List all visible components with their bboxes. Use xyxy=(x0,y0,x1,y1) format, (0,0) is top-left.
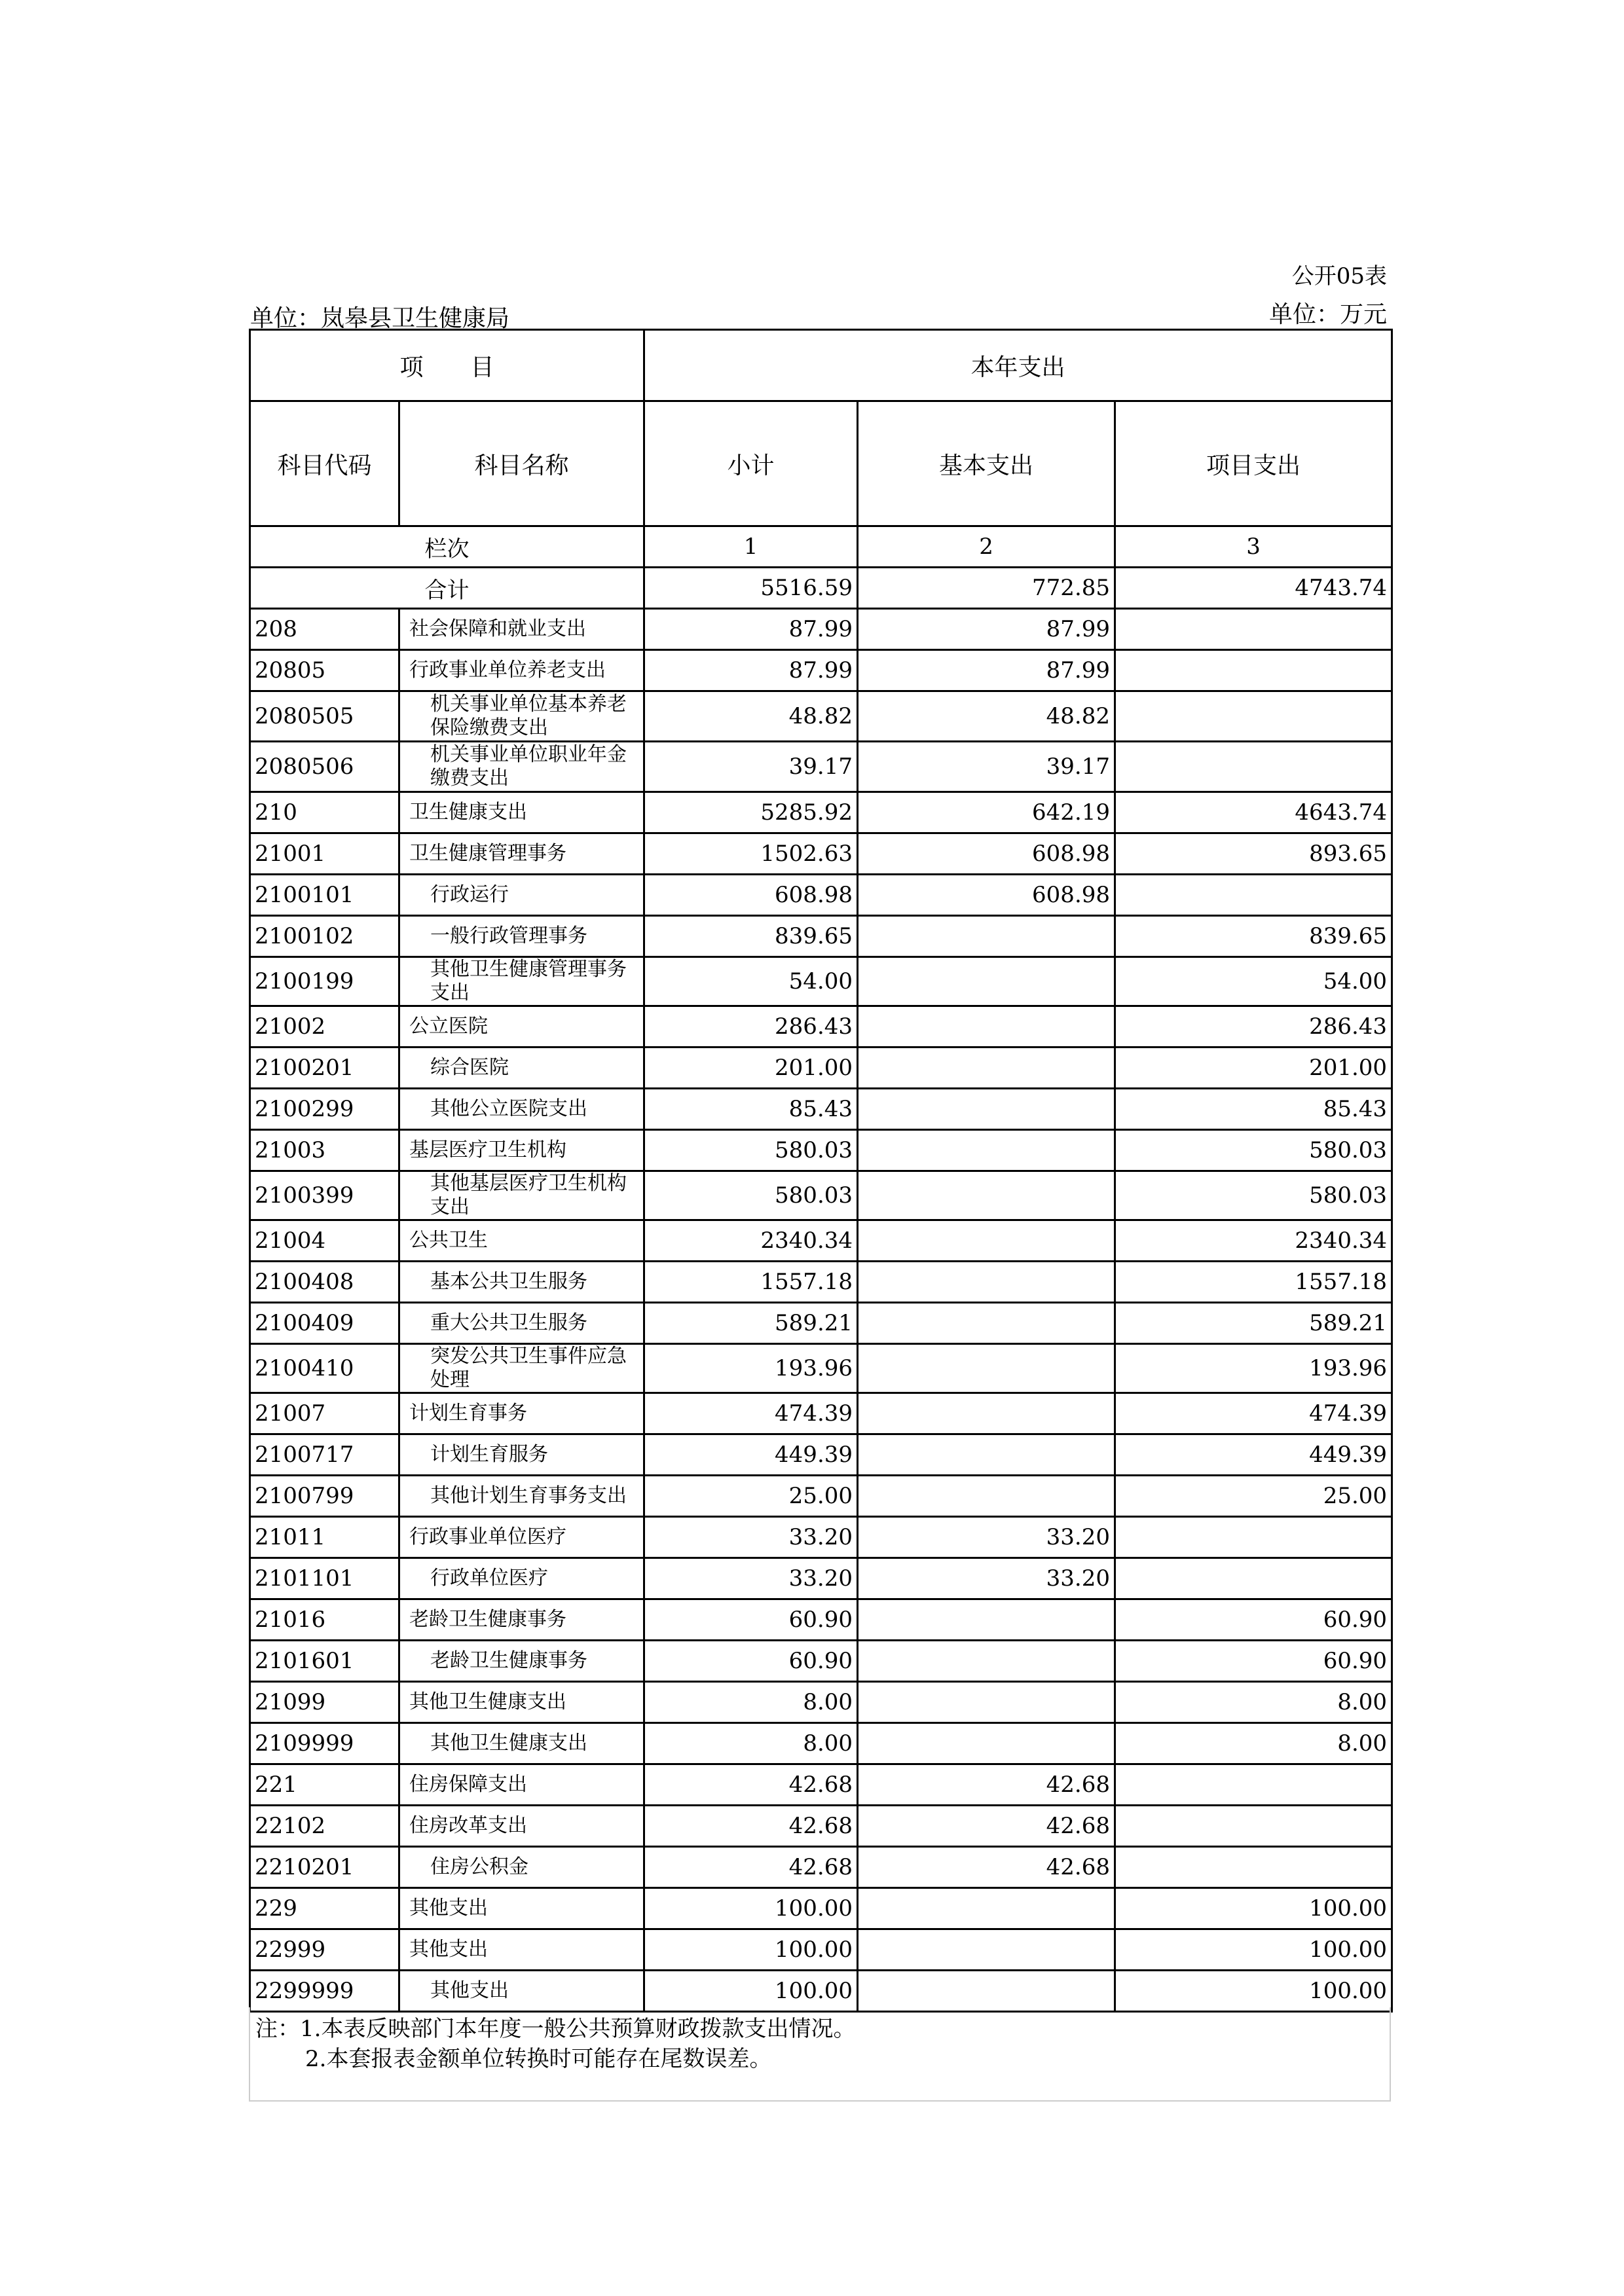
table-row xyxy=(250,1130,1392,1171)
row-project: 589.21 xyxy=(1115,1303,1392,1344)
row-basic: 42.68 xyxy=(858,1806,1115,1847)
row-project: 60.90 xyxy=(1115,1599,1392,1641)
row-project xyxy=(1115,1764,1392,1806)
row-basic xyxy=(858,1303,1115,1344)
table-row xyxy=(250,1599,1392,1641)
row-code: 21099 xyxy=(250,1682,399,1723)
row-basic: 33.20 xyxy=(858,1517,1115,1558)
row-subtotal: 286.43 xyxy=(644,1006,858,1048)
row-subtotal: 100.00 xyxy=(644,1971,858,2012)
column-index-3: 3 xyxy=(1115,526,1392,568)
row-subtotal: 42.68 xyxy=(644,1764,858,1806)
row-subtotal: 42.68 xyxy=(644,1806,858,1847)
row-code: 20805 xyxy=(250,650,399,691)
table-row xyxy=(250,1723,1392,1764)
header-name: 科目名称 xyxy=(399,401,644,526)
row-subtotal: 589.21 xyxy=(644,1303,858,1344)
row-code: 2100408 xyxy=(250,1262,399,1303)
row-basic: 48.82 xyxy=(858,691,1115,742)
row-code: 2100410 xyxy=(250,1344,399,1393)
row-subtotal: 201.00 xyxy=(644,1048,858,1089)
row-name: 综合医院 xyxy=(399,1048,644,1089)
row-basic xyxy=(858,1929,1115,1971)
row-code: 21002 xyxy=(250,1006,399,1048)
row-name: 老龄卫生健康事务 xyxy=(399,1641,644,1682)
row-code: 210 xyxy=(250,792,399,833)
row-subtotal: 87.99 xyxy=(644,609,858,650)
row-basic xyxy=(858,1048,1115,1089)
row-basic: 42.68 xyxy=(858,1847,1115,1888)
row-subtotal: 580.03 xyxy=(644,1130,858,1171)
row-subtotal: 60.90 xyxy=(644,1641,858,1682)
table-row xyxy=(250,609,1392,650)
row-project: 8.00 xyxy=(1115,1682,1392,1723)
header-code: 科目代码 xyxy=(250,401,399,526)
row-code: 21004 xyxy=(250,1220,399,1262)
table-row xyxy=(250,792,1392,833)
row-project xyxy=(1115,742,1392,792)
table-row xyxy=(250,1171,1392,1220)
row-name: 计划生育服务 xyxy=(399,1434,644,1476)
row-name: 其他计划生育事务支出 xyxy=(399,1476,644,1517)
notes xyxy=(249,2007,1391,2102)
row-code: 2210201 xyxy=(250,1847,399,1888)
row-basic: 33.20 xyxy=(858,1558,1115,1599)
table-row xyxy=(250,1393,1392,1434)
row-basic: 39.17 xyxy=(858,742,1115,792)
row-name: 其他支出 xyxy=(399,1929,644,1971)
row-code: 2101101 xyxy=(250,1558,399,1599)
row-basic: 42.68 xyxy=(858,1764,1115,1806)
row-basic xyxy=(858,1434,1115,1476)
row-project: 85.43 xyxy=(1115,1089,1392,1130)
header-basic: 基本支出 xyxy=(858,401,1115,526)
row-name: 其他公立医院支出 xyxy=(399,1089,644,1130)
total-label: 合计 xyxy=(250,568,644,609)
row-basic xyxy=(858,1599,1115,1641)
table-row xyxy=(250,1434,1392,1476)
row-code: 221 xyxy=(250,1764,399,1806)
currency-unit: 单位：万元 xyxy=(1268,301,1387,328)
table-row xyxy=(250,1344,1392,1393)
row-code: 21001 xyxy=(250,833,399,875)
table-row xyxy=(250,742,1392,792)
row-basic xyxy=(858,1130,1115,1171)
row-subtotal: 474.39 xyxy=(644,1393,858,1434)
row-name: 机关事业单位职业年金缴费支出 xyxy=(399,742,644,792)
table-row xyxy=(250,1048,1392,1089)
row-subtotal: 449.39 xyxy=(644,1434,858,1476)
row-name: 基本公共卫生服务 xyxy=(399,1262,644,1303)
table-row xyxy=(250,1220,1392,1262)
row-project: 100.00 xyxy=(1115,1971,1392,2012)
row-basic: 642.19 xyxy=(858,792,1115,833)
table-row xyxy=(250,1971,1392,2012)
row-basic: 87.99 xyxy=(858,609,1115,650)
header-item: 项 目 xyxy=(250,330,644,401)
row-name: 行政事业单位医疗 xyxy=(399,1517,644,1558)
row-basic xyxy=(858,1006,1115,1048)
row-name: 行政事业单位养老支出 xyxy=(399,650,644,691)
row-name: 其他卫生健康支出 xyxy=(399,1682,644,1723)
row-project xyxy=(1115,691,1392,742)
row-subtotal: 33.20 xyxy=(644,1517,858,1558)
row-subtotal: 25.00 xyxy=(644,1476,858,1517)
table-row xyxy=(250,1303,1392,1344)
row-code: 2100201 xyxy=(250,1048,399,1089)
table-row xyxy=(250,833,1392,875)
row-basic xyxy=(858,957,1115,1006)
row-code: 22102 xyxy=(250,1806,399,1847)
row-subtotal: 2340.34 xyxy=(644,1220,858,1262)
row-name: 基层医疗卫生机构 xyxy=(399,1130,644,1171)
row-subtotal: 580.03 xyxy=(644,1171,858,1220)
row-subtotal: 42.68 xyxy=(644,1847,858,1888)
row-name: 公共卫生 xyxy=(399,1220,644,1262)
row-code: 2100102 xyxy=(250,916,399,957)
row-name: 一般行政管理事务 xyxy=(399,916,644,957)
row-name: 其他卫生健康支出 xyxy=(399,1723,644,1764)
row-project: 286.43 xyxy=(1115,1006,1392,1048)
table-row xyxy=(250,691,1392,742)
row-code: 21016 xyxy=(250,1599,399,1641)
table-row xyxy=(250,1006,1392,1048)
table-row xyxy=(250,1847,1392,1888)
row-basic: 608.98 xyxy=(858,875,1115,916)
row-name: 重大公共卫生服务 xyxy=(399,1303,644,1344)
row-basic xyxy=(858,916,1115,957)
row-name: 住房公积金 xyxy=(399,1847,644,1888)
row-subtotal: 1557.18 xyxy=(644,1262,858,1303)
row-code: 2100717 xyxy=(250,1434,399,1476)
row-code: 2101601 xyxy=(250,1641,399,1682)
row-project: 580.03 xyxy=(1115,1130,1392,1171)
row-name: 住房保障支出 xyxy=(399,1764,644,1806)
row-subtotal: 100.00 xyxy=(644,1888,858,1929)
total-project: 4743.74 xyxy=(1115,568,1392,609)
row-subtotal: 54.00 xyxy=(644,957,858,1006)
total-subtotal: 5516.59 xyxy=(644,568,858,609)
row-subtotal: 39.17 xyxy=(644,742,858,792)
row-code: 2299999 xyxy=(250,1971,399,2012)
row-code: 2080506 xyxy=(250,742,399,792)
row-basic xyxy=(858,1089,1115,1130)
row-project: 201.00 xyxy=(1115,1048,1392,1089)
row-name: 卫生健康支出 xyxy=(399,792,644,833)
header-row-1 xyxy=(250,330,1392,401)
row-name: 计划生育事务 xyxy=(399,1393,644,1434)
row-project: 25.00 xyxy=(1115,1476,1392,1517)
row-name: 行政运行 xyxy=(399,875,644,916)
row-project: 8.00 xyxy=(1115,1723,1392,1764)
row-project xyxy=(1115,1558,1392,1599)
row-project xyxy=(1115,650,1392,691)
table-row xyxy=(250,1929,1392,1971)
note-line-2: 2.本套报表金额单位转换时可能存在尾数误差。 xyxy=(305,2046,772,2072)
row-project xyxy=(1115,1517,1392,1558)
header-project: 项目支出 xyxy=(1115,401,1392,526)
row-code: 21011 xyxy=(250,1517,399,1558)
table-row xyxy=(250,1888,1392,1929)
row-name: 机关事业单位基本养老保险缴费支出 xyxy=(399,691,644,742)
table-row xyxy=(250,1262,1392,1303)
row-name: 其他卫生健康管理事务支出 xyxy=(399,957,644,1006)
row-code: 2100299 xyxy=(250,1089,399,1130)
row-name: 卫生健康管理事务 xyxy=(399,833,644,875)
table-row xyxy=(250,1089,1392,1130)
total-row xyxy=(250,568,1392,609)
table-row xyxy=(250,875,1392,916)
column-index-1: 1 xyxy=(644,526,858,568)
row-subtotal: 60.90 xyxy=(644,1599,858,1641)
header-row-2 xyxy=(250,401,1392,526)
form-number: 公开05表 xyxy=(1291,263,1387,289)
row-subtotal: 100.00 xyxy=(644,1929,858,1971)
row-basic xyxy=(858,1344,1115,1393)
row-subtotal: 87.99 xyxy=(644,650,858,691)
table-row xyxy=(250,650,1392,691)
row-project: 100.00 xyxy=(1115,1929,1392,1971)
reporting-unit: 单位：岚皋县卫生健康局 xyxy=(250,305,510,332)
table-row xyxy=(250,1517,1392,1558)
row-project: 893.65 xyxy=(1115,833,1392,875)
table-row xyxy=(250,1764,1392,1806)
row-name: 其他支出 xyxy=(399,1888,644,1929)
row-code: 208 xyxy=(250,609,399,650)
row-name: 其他基层医疗卫生机构支出 xyxy=(399,1171,644,1220)
row-subtotal: 85.43 xyxy=(644,1089,858,1130)
row-subtotal: 608.98 xyxy=(644,875,858,916)
row-code: 22999 xyxy=(250,1929,399,1971)
row-basic xyxy=(858,1220,1115,1262)
row-project: 1557.18 xyxy=(1115,1262,1392,1303)
row-project: 193.96 xyxy=(1115,1344,1392,1393)
row-name: 老龄卫生健康事务 xyxy=(399,1599,644,1641)
row-code: 21007 xyxy=(250,1393,399,1434)
row-code: 2109999 xyxy=(250,1723,399,1764)
header-subtotal: 小计 xyxy=(644,401,858,526)
row-subtotal: 5285.92 xyxy=(644,792,858,833)
row-project xyxy=(1115,609,1392,650)
row-subtotal: 33.20 xyxy=(644,1558,858,1599)
row-code: 2100409 xyxy=(250,1303,399,1344)
row-project: 4643.74 xyxy=(1115,792,1392,833)
row-project: 60.90 xyxy=(1115,1641,1392,1682)
row-project: 54.00 xyxy=(1115,957,1392,1006)
row-name: 突发公共卫生事件应急处理 xyxy=(399,1344,644,1393)
row-project xyxy=(1115,1847,1392,1888)
row-project: 474.39 xyxy=(1115,1393,1392,1434)
row-basic xyxy=(858,1393,1115,1434)
row-name: 住房改革支出 xyxy=(399,1806,644,1847)
row-basic xyxy=(858,1682,1115,1723)
expenditure-table xyxy=(249,329,1393,2013)
table-row xyxy=(250,957,1392,1006)
column-index-label: 栏次 xyxy=(250,526,644,568)
row-project: 2340.34 xyxy=(1115,1220,1392,1262)
row-name: 行政单位医疗 xyxy=(399,1558,644,1599)
row-basic xyxy=(858,1262,1115,1303)
row-code: 2100799 xyxy=(250,1476,399,1517)
note-line-1: 注：1.本表反映部门本年度一般公共预算财政拨款支出情况。 xyxy=(255,2016,856,2042)
row-code: 2080505 xyxy=(250,691,399,742)
table-row xyxy=(250,1682,1392,1723)
row-basic xyxy=(858,1171,1115,1220)
row-project xyxy=(1115,875,1392,916)
row-basic xyxy=(858,1723,1115,1764)
total-basic: 772.85 xyxy=(858,568,1115,609)
row-code: 229 xyxy=(250,1888,399,1929)
row-basic xyxy=(858,1476,1115,1517)
row-subtotal: 1502.63 xyxy=(644,833,858,875)
row-basic xyxy=(858,1971,1115,2012)
table-row xyxy=(250,1558,1392,1599)
row-basic xyxy=(858,1888,1115,1929)
table-row xyxy=(250,1641,1392,1682)
header-current-year: 本年支出 xyxy=(644,330,1392,401)
column-index-2: 2 xyxy=(858,526,1115,568)
row-name: 社会保障和就业支出 xyxy=(399,609,644,650)
table-row xyxy=(250,916,1392,957)
row-subtotal: 839.65 xyxy=(644,916,858,957)
row-subtotal: 193.96 xyxy=(644,1344,858,1393)
row-project: 839.65 xyxy=(1115,916,1392,957)
column-index-row xyxy=(250,526,1392,568)
row-code: 2100101 xyxy=(250,875,399,916)
row-project xyxy=(1115,1806,1392,1847)
row-project: 100.00 xyxy=(1115,1888,1392,1929)
row-subtotal: 8.00 xyxy=(644,1723,858,1764)
row-project: 580.03 xyxy=(1115,1171,1392,1220)
table-row xyxy=(250,1476,1392,1517)
row-basic xyxy=(858,1641,1115,1682)
row-subtotal: 48.82 xyxy=(644,691,858,742)
row-code: 21003 xyxy=(250,1130,399,1171)
row-subtotal: 8.00 xyxy=(644,1682,858,1723)
row-name: 公立医院 xyxy=(399,1006,644,1048)
row-name: 其他支出 xyxy=(399,1971,644,2012)
row-code: 2100399 xyxy=(250,1171,399,1220)
row-code: 2100199 xyxy=(250,957,399,1006)
row-basic: 87.99 xyxy=(858,650,1115,691)
row-basic: 608.98 xyxy=(858,833,1115,875)
table-row xyxy=(250,1806,1392,1847)
row-project: 449.39 xyxy=(1115,1434,1392,1476)
